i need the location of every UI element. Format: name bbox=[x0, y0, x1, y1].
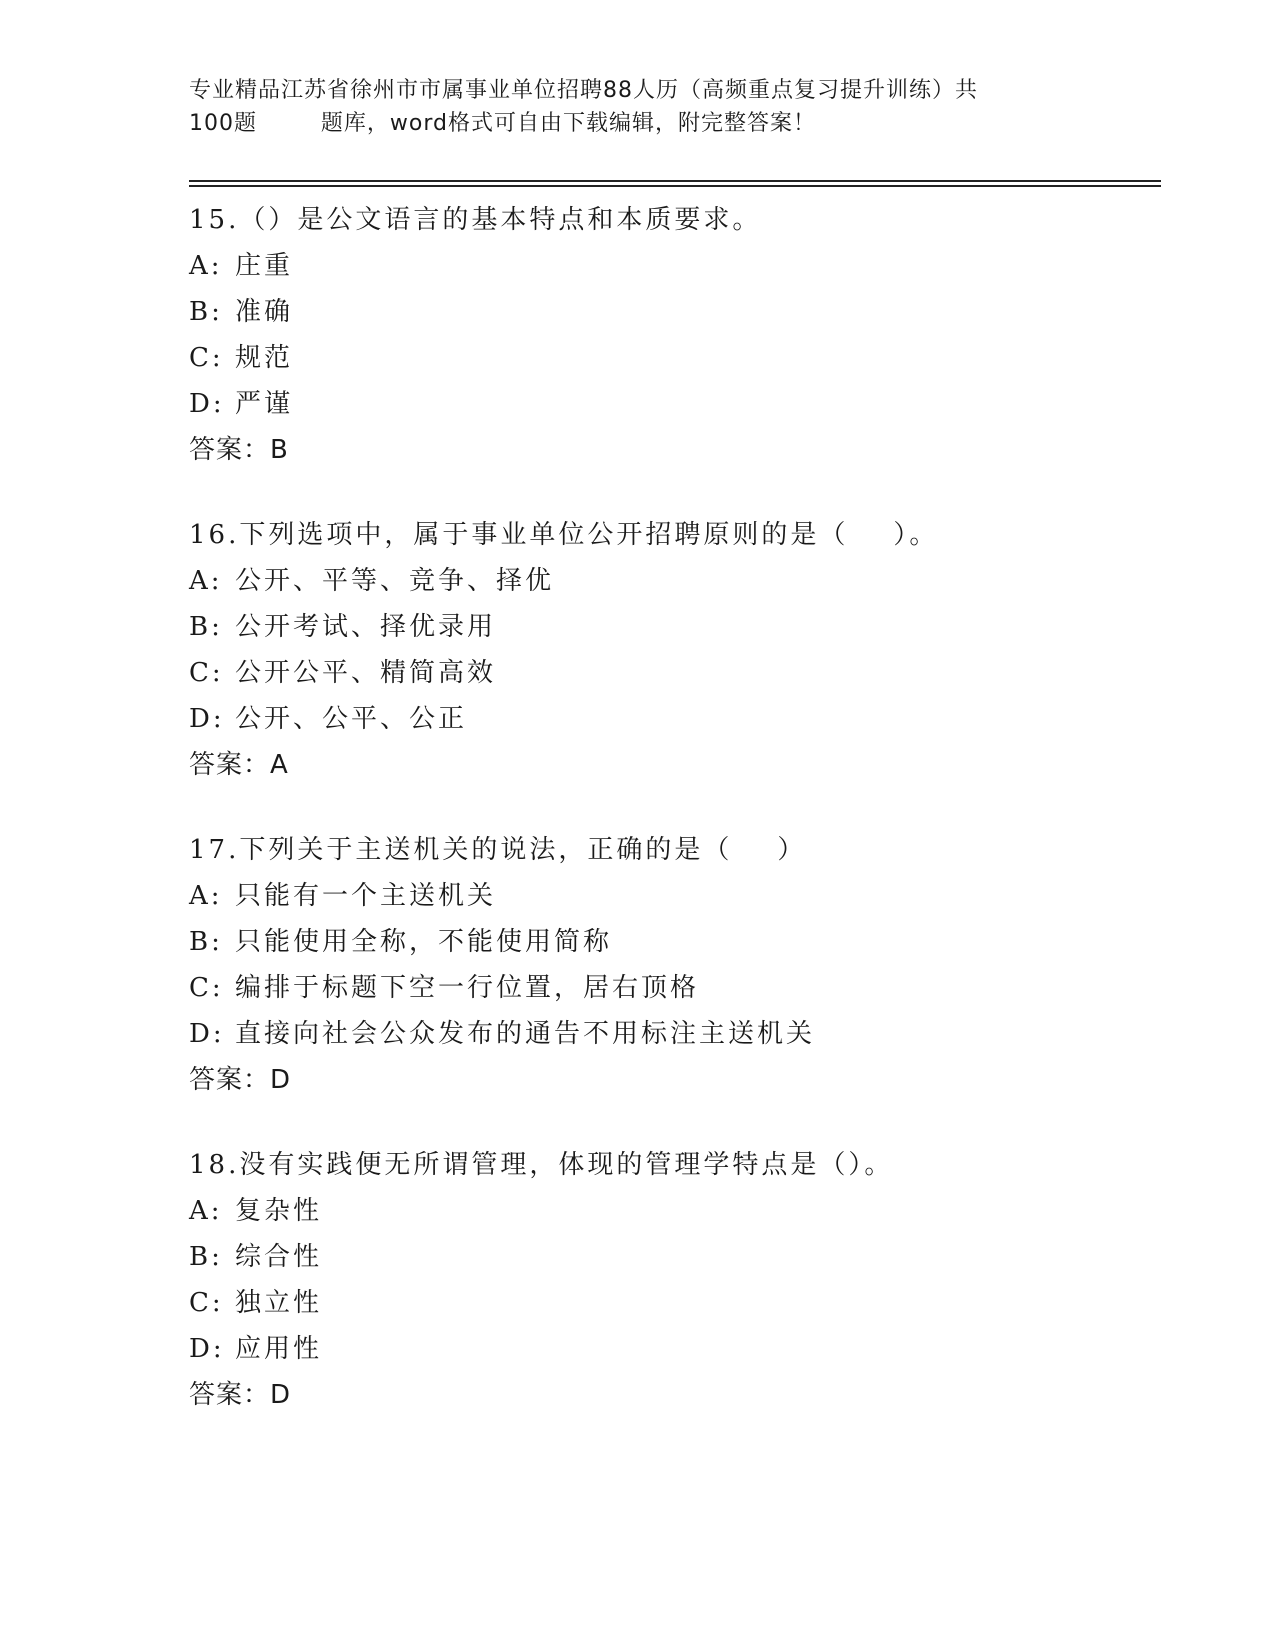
option-text: 应用性 bbox=[235, 1334, 323, 1364]
header-divider-bottom bbox=[189, 185, 1161, 187]
option-letter: A: bbox=[189, 881, 223, 911]
answer-line: 答案：B bbox=[189, 435, 289, 465]
option-text: 规范 bbox=[235, 343, 294, 373]
option-letter: D: bbox=[189, 704, 225, 734]
question-stem: 17.下列关于主送机关的说法，正确的是（ ） bbox=[189, 835, 807, 865]
option-text: 复杂性 bbox=[235, 1196, 323, 1226]
option-text: 只能使用全称，不能使用简称 bbox=[235, 927, 613, 957]
option-d bbox=[189, 1326, 1169, 1372]
option-c bbox=[189, 650, 1169, 696]
question-16 bbox=[189, 512, 1169, 788]
option-d bbox=[189, 696, 1169, 742]
option-b bbox=[189, 1234, 1169, 1280]
option-a bbox=[189, 873, 1169, 919]
option-d bbox=[189, 1011, 1169, 1057]
option-d bbox=[189, 381, 1169, 427]
option-letter: D: bbox=[189, 1019, 225, 1049]
option-letter: D: bbox=[189, 1334, 225, 1364]
option-letter: C: bbox=[189, 658, 224, 688]
option-text: 公开、公平、公正 bbox=[235, 704, 468, 734]
option-text: 独立性 bbox=[235, 1288, 323, 1318]
option-a bbox=[189, 243, 1169, 289]
question-stem: 16.下列选项中，属于事业单位公开招聘原则的是（ ）。 bbox=[189, 520, 939, 550]
option-text: 严谨 bbox=[235, 389, 294, 419]
header-line-1: 专业精品江苏省徐州市市属事业单位招聘88人历（高频重点复习提升训练）共 bbox=[189, 78, 978, 103]
option-letter: B: bbox=[189, 612, 223, 642]
header-line-2: 100题 题库，word格式可自由下载编辑，附完整答案！ bbox=[189, 111, 817, 136]
option-letter: C: bbox=[189, 973, 224, 1003]
answer-line: 答案：A bbox=[189, 750, 289, 780]
option-b bbox=[189, 604, 1169, 650]
option-letter: A: bbox=[189, 251, 223, 281]
question-stem: 15.（）是公文语言的基本特点和本质要求。 bbox=[189, 205, 762, 235]
header-divider-top bbox=[189, 180, 1161, 182]
option-a bbox=[189, 558, 1169, 604]
option-text: 准确 bbox=[235, 297, 294, 327]
document-header bbox=[189, 74, 1089, 140]
option-letter: B: bbox=[189, 927, 223, 957]
option-a bbox=[189, 1188, 1169, 1234]
option-b bbox=[189, 919, 1169, 965]
option-letter: D: bbox=[189, 389, 225, 419]
option-c bbox=[189, 965, 1169, 1011]
option-letter: B: bbox=[189, 1242, 223, 1272]
option-letter: B: bbox=[189, 297, 223, 327]
question-18 bbox=[189, 1142, 1169, 1418]
answer-line: 答案：D bbox=[189, 1065, 292, 1095]
option-text: 公开公平、精简高效 bbox=[235, 658, 497, 688]
option-text: 公开考试、择优录用 bbox=[235, 612, 497, 642]
option-text: 庄重 bbox=[235, 251, 294, 281]
option-letter: C: bbox=[189, 343, 224, 373]
option-letter: A: bbox=[189, 566, 223, 596]
option-letter: C: bbox=[189, 1288, 224, 1318]
option-c bbox=[189, 335, 1169, 381]
option-b bbox=[189, 289, 1169, 335]
option-text: 只能有一个主送机关 bbox=[235, 881, 497, 911]
option-text: 直接向社会公众发布的通告不用标注主送机关 bbox=[235, 1019, 816, 1049]
option-text: 公开、平等、竞争、择优 bbox=[235, 566, 555, 596]
answer-line: 答案：D bbox=[189, 1380, 292, 1410]
question-17 bbox=[189, 827, 1169, 1103]
option-c bbox=[189, 1280, 1169, 1326]
question-stem: 18.没有实践便无所谓管理，体现的管理学特点是（）。 bbox=[189, 1150, 894, 1180]
option-letter: A: bbox=[189, 1196, 223, 1226]
question-15 bbox=[189, 197, 1169, 473]
option-text: 综合性 bbox=[235, 1242, 323, 1272]
option-text: 编排于标题下空一行位置，居右顶格 bbox=[235, 973, 700, 1003]
